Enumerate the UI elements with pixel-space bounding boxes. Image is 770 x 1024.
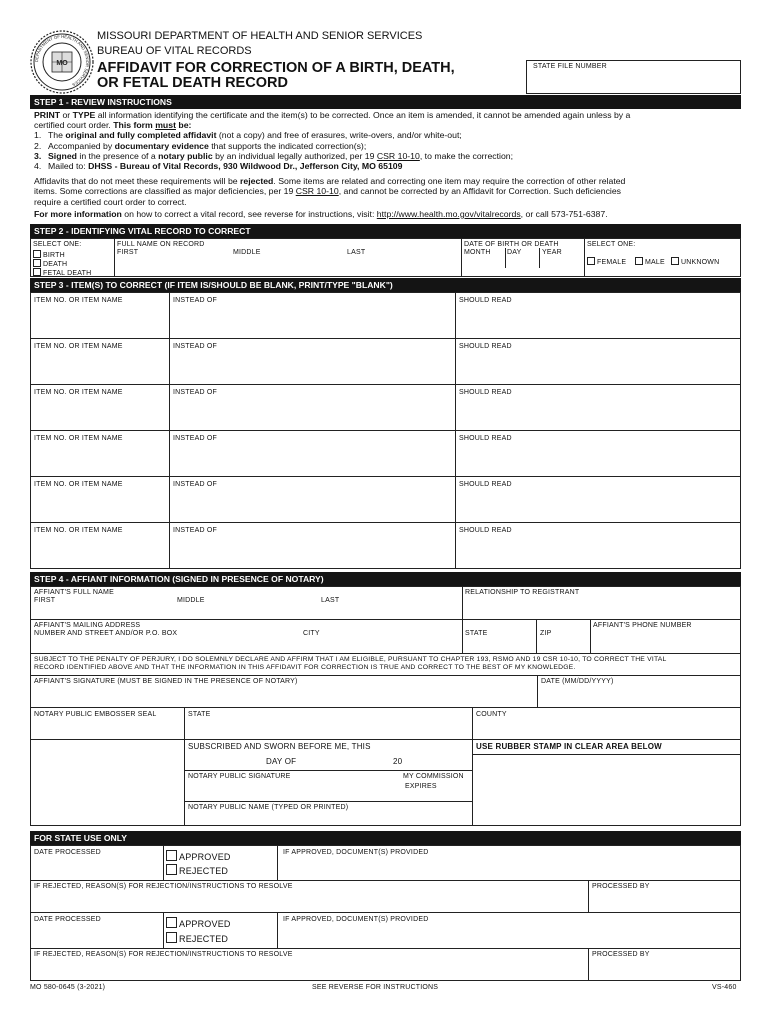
fetal-death-option[interactable]: FETAL DEATH [33, 268, 91, 277]
rejected-option[interactable]: REJECTED [166, 864, 228, 876]
affiant-name-label: AFFIANT'S FULL NAME [34, 589, 114, 596]
state-field[interactable]: STATE [465, 630, 488, 637]
notary-state-field[interactable]: STATE [188, 711, 211, 718]
step2-table [30, 238, 741, 277]
see-reverse-note: SEE REVERSE FOR INSTRUCTIONS [312, 984, 439, 991]
month-field[interactable]: MONTH [464, 249, 491, 256]
vitalrecords-link[interactable]: http://www.health.mo.gov/vitalrecords [376, 208, 521, 219]
documents-provided-field[interactable]: IF APPROVED, DOCUMENT(S) PROVIDED [283, 916, 429, 923]
form-title-line1: AFFIDAVIT FOR CORRECTION OF A BIRTH, DEATH, [97, 60, 455, 76]
full-name-label: FULL NAME ON RECORD [117, 241, 205, 248]
affiant-signature-field[interactable]: AFFIANT'S SIGNATURE (MUST BE SIGNED IN THE PRESENCE OF NOTARY) [34, 678, 298, 685]
signature-date-field[interactable]: DATE (MM/DD/YYYY) [541, 678, 614, 685]
street-field[interactable]: NUMBER AND STREET AND/OR P.O. BOX [34, 630, 178, 637]
death-option[interactable]: DEATH [33, 259, 67, 268]
phone-field[interactable]: AFFIANT'S PHONE NUMBER [593, 622, 692, 629]
state-use-table [30, 845, 741, 981]
year-prefix-text: 20 [393, 757, 403, 766]
form-code: VS-460 [712, 984, 737, 991]
processed-by-field[interactable]: PROCESSED BY [592, 883, 650, 890]
death-checkbox[interactable] [33, 259, 41, 267]
notary-seal-area: NOTARY PUBLIC EMBOSSER SEAL [34, 711, 157, 718]
day-field[interactable]: DAY [507, 249, 522, 256]
rejected-option[interactable]: REJECTED [166, 932, 228, 944]
state-seal [30, 30, 94, 94]
birth-option[interactable]: BIRTH [33, 250, 65, 259]
step4-heading: STEP 4 - AFFIANT INFORMATION (SIGNED IN PRESENCE OF NOTARY) [30, 572, 741, 586]
date-processed-field[interactable]: DATE PROCESSED [34, 916, 101, 923]
subscribed-text: SUBSCRIBED AND SWORN BEFORE ME, THIS [188, 742, 371, 751]
declaration-text: SUBJECT TO THE PENALTY OF PERJURY, I DO SOLEMNLY DECLARE AND AFFIRM THAT I AM ELIGIBLE, PURSUANT TO CHAPTER 193, RSMO AND 19 CSR 10-10, TO CORRECT THE VITAL [34, 656, 667, 663]
record-type-label: SELECT ONE: [33, 241, 82, 248]
sex-label: SELECT ONE: [587, 241, 636, 248]
male-checkbox[interactable] [635, 257, 643, 265]
date-label: DATE OF BIRTH OR DEATH [464, 241, 559, 248]
form-number: MO 580-0645 (3-2021) [30, 984, 106, 991]
rubber-stamp-area: USE RUBBER STAMP IN CLEAR AREA BELOW [476, 742, 662, 751]
year-field[interactable]: YEAR [542, 249, 562, 256]
step2-heading: STEP 2 - IDENTIFYING VITAL RECORD TO CORRECT [30, 224, 741, 238]
step3-heading: STEP 3 - ITEM(S) TO CORRECT (IF ITEM IS/SHOULD BE BLANK, PRINT/TYPE "BLANK") [30, 278, 741, 292]
rejected-checkbox[interactable] [166, 864, 177, 875]
birth-checkbox[interactable] [33, 250, 41, 258]
approved-option[interactable]: APPROVED [166, 850, 231, 862]
commission-expires-field[interactable]: EXPIRES [405, 783, 437, 790]
notary-signature-field[interactable]: NOTARY PUBLIC SIGNATURE [188, 773, 291, 780]
last-name-field[interactable]: LAST [347, 249, 366, 256]
approved-option[interactable]: APPROVED [166, 917, 231, 929]
zip-field[interactable]: ZIP [540, 630, 552, 637]
form-title-line2: OR FETAL DEATH RECORD [97, 75, 288, 91]
affiant-last-field[interactable]: LAST [321, 597, 340, 604]
step1-heading: STEP 1 - REVIEW INSTRUCTIONS [30, 95, 741, 109]
bureau-name: BUREAU OF VITAL RECORDS [97, 45, 252, 57]
date-processed-field[interactable]: DATE PROCESSED [34, 849, 101, 856]
female-option[interactable]: FEMALE [587, 257, 626, 266]
day-of-text: DAY OF [266, 757, 297, 766]
affiant-middle-field[interactable]: MIDDLE [177, 597, 205, 604]
unknown-option[interactable]: UNKNOWN [671, 257, 719, 266]
rejected-checkbox[interactable] [166, 932, 177, 943]
relationship-field[interactable]: RELATIONSHIP TO REGISTRANT [465, 589, 580, 596]
approved-checkbox[interactable] [166, 850, 177, 861]
mailing-address-label: AFFIANT'S MAILING ADDRESS [34, 622, 141, 629]
processed-by-field[interactable]: PROCESSED BY [592, 951, 650, 958]
svg-text:DEPARTMENT OF HEALTH AND SENIO: DEPARTMENT OF HEALTH AND SENIOR SERVICES [33, 33, 91, 88]
state-use-heading: FOR STATE USE ONLY [30, 831, 741, 845]
step4-table [30, 586, 741, 826]
female-checkbox[interactable] [587, 257, 595, 265]
state-file-number-field[interactable] [526, 60, 741, 94]
middle-name-field[interactable]: MIDDLE [233, 249, 261, 256]
svg-text:MO: MO [56, 60, 68, 67]
first-name-field[interactable]: FIRST [117, 249, 139, 256]
approved-checkbox[interactable] [166, 917, 177, 928]
step3-table: ITEM NO. OR ITEM NAME INSTEAD OF SHOULD READ ITEM NO. OR ITEM NAME INSTEAD OF SHOULD READ ITEM NO. OR ITEM NAME INSTEAD OF SHOULD READ ITEM NO. OR ITEM NAME INSTEAD OF SHOULD READ ITEM NO. OR ITEM NAME INSTEAD OF SHOULD READ ITEM NO. OR ITEM NAME INSTEAD OF SHOULD READ [30, 292, 741, 569]
affiant-first-field[interactable]: FIRST [34, 597, 56, 604]
step1-instructions: PRINT or TYPE all information identifying the certificate and the item(s) to be corrected. Once an item is amended, it cannot be amended again unless by a certified court order. This form must be: 1. The original and fully completed affidavit (not a copy) and free of erasures, write-overs, and/or white-out; 2. Accompanied by documentary evidence that supports the indicated correction(s); 3. Signed in the presence of a notary public by an individual legally authorized, per 19 CSR 10-10, to make the correction; 4. Mailed to: DHSS - Bureau of Vital Records, 930 Wildwood Dr., Jefferson City, MO 65109 Affidavits that do not meet these requirements will be rejected. Some items are related and correcting one item may require the correction of other related items. Some corrections are classified as major deficiencies, per 19 CSR 10-10, and cannot be corrected by an Affidavit for Correction. Such deficiencies require a certified court order to correct. For more information on how to correct a vital record, see reverse for instructions, visit: http://www.health.mo.gov/vitalrecords, or call 573-751-6387. [34, 110, 631, 219]
commission-label: MY COMMISSION [403, 773, 464, 780]
notary-county-field[interactable]: COUNTY [476, 711, 507, 718]
rejection-reason-field[interactable]: IF REJECTED, REASON(S) FOR REJECTION/INSTRUCTIONS TO RESOLVE [34, 883, 293, 890]
city-field[interactable]: CITY [303, 630, 320, 637]
unknown-checkbox[interactable] [671, 257, 679, 265]
agency-name: MISSOURI DEPARTMENT OF HEALTH AND SENIOR SERVICES [97, 30, 423, 42]
notary-name-field[interactable]: NOTARY PUBLIC NAME (TYPED OR PRINTED) [188, 804, 349, 811]
rejection-reason-field[interactable]: IF REJECTED, REASON(S) FOR REJECTION/INSTRUCTIONS TO RESOLVE [34, 951, 293, 958]
declaration-text-2: RECORD IDENTIFIED ABOVE AND THAT THE INFORMATION IN THIS AFFIDAVIT FOR CORRECTION IS TRUE AND CORRECT TO THE BEST OF MY KNOWLEDGE. [34, 664, 576, 671]
fetal-death-checkbox[interactable] [33, 268, 41, 276]
documents-provided-field[interactable]: IF APPROVED, DOCUMENT(S) PROVIDED [283, 849, 429, 856]
male-option[interactable]: MALE [635, 257, 665, 266]
state-file-number-label: STATE FILE NUMBER [533, 63, 607, 70]
